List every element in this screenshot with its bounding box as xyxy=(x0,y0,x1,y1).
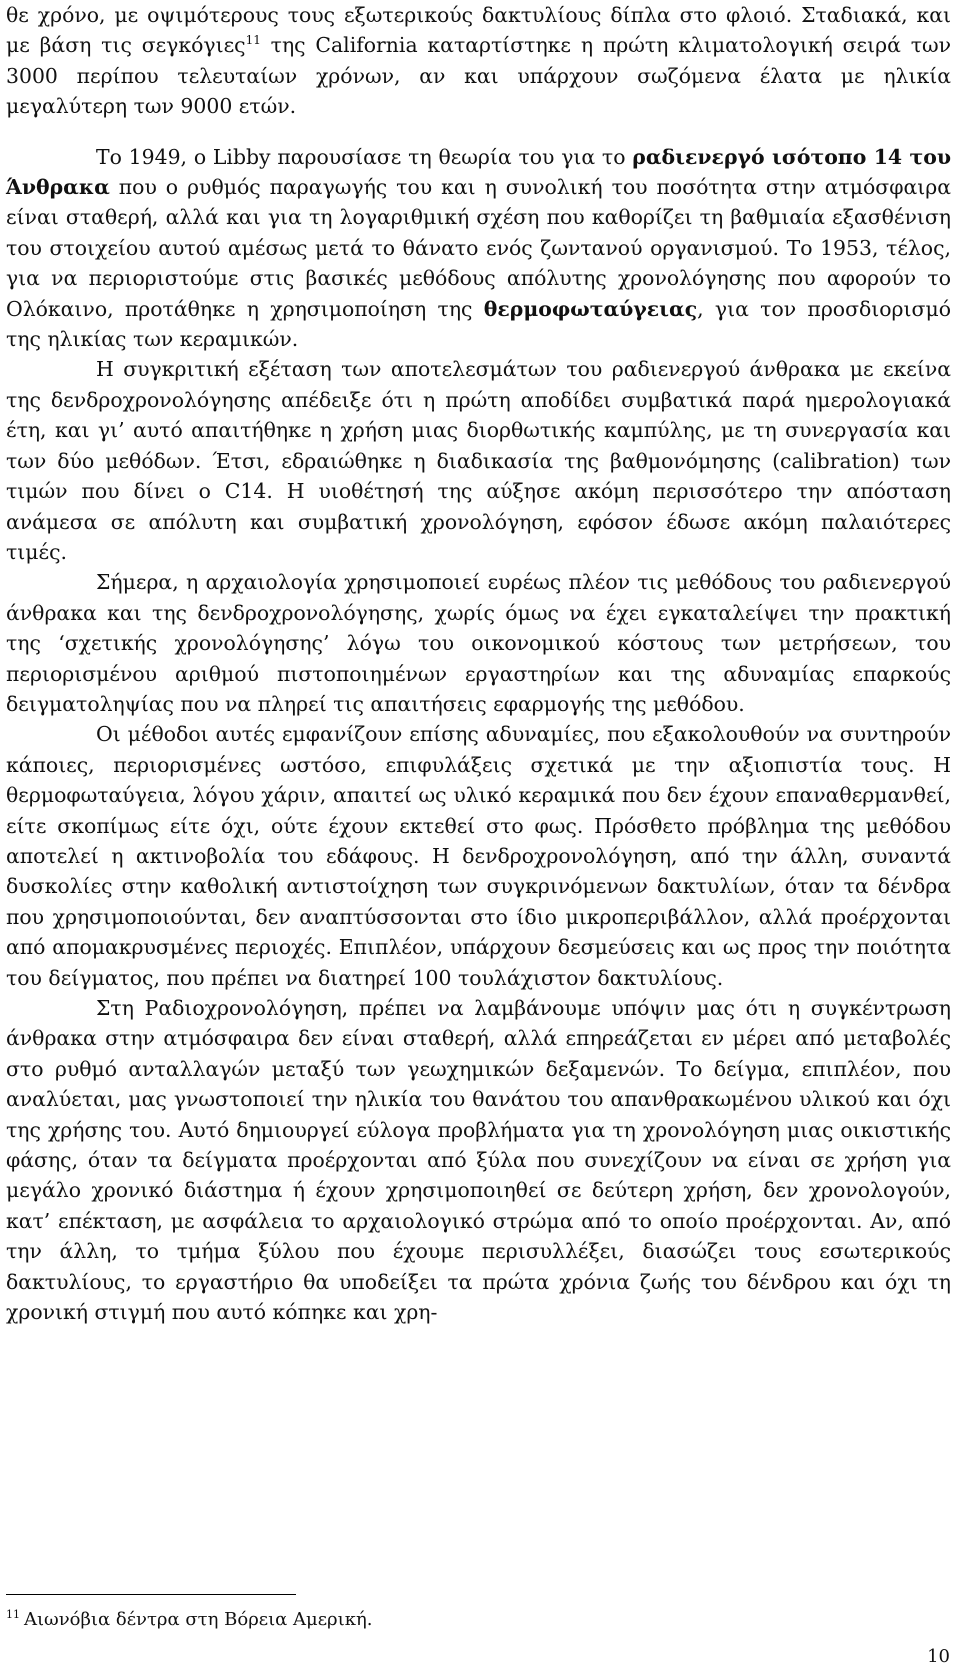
footnote-divider xyxy=(6,1594,296,1595)
footnote-mark: 11 xyxy=(6,1608,20,1621)
body-text xyxy=(6,0,951,1327)
paragraph-1-part-b: που ο ρυθμός παραγωγής του και η συνολική του ποσότητα στην ατμόσφαιρα είναι σταθερή, αλλά και για τη λογαριθμική σχέση που καθορίζει τη βαθμιαία εξασθένιση του στοιχείου αυτού αμέσως μετά το θάνατο ενός ζωντανού οργανισμού. Το 1953, τέλος, για να περιοριστούμε στις βασικές μεθόδους απόλυτης χρονολόγησης που αφορούν το Ολόκαινο, προτάθηκε η χρησιμοποίηση της xyxy=(6,175,951,321)
footnote-text: Αιωνόβια δέντρα στη Βόρεια Αμερική. xyxy=(24,1609,373,1630)
paragraph-2: Η συγκριτική εξέταση των αποτελεσμάτων του ραδιενεργού άνθρακα με εκείνα της δενδροχρονολόγησης απέδειξε ότι η πρώτη αποδίδει συμβατικά παρά ημερολογιακά έτη, και γι’ αυτό απαιτήθηκε η χρήση μιας διορθωτικής καμπύλης, με τη συνεργασία και των δύο μεθόδων. Έτσι, εδραιώθηκε η διαδικασία της βαθμονόμησης (calibration) των τιμών που δίνει ο C14. Η υιοθέτησή της αύξησε ακόμη περισσότερο την απόσταση ανάμεσα σε απόλυτη και συμβατική χρονολόγηση, εφόσον έδωσε ακόμη παλαιότερες τιμές. xyxy=(6,357,951,564)
paragraph-4: Οι μέθοδοι αυτές εμφανίζουν επίσης αδυναμίες, που εξακολουθούν να συντηρούν κάποιες, περιορισμένες ωστόσο, επιφυλάξεις σχετικά με την αξιοπιστία τους. Η θερμοφωταύγεια, λόγου χάριν, απαιτεί ως υλικό κεραμικά που δεν έχουν επαναθερμανθεί, είτε σκοπίμως είτε όχι, ούτε έχουν εκτεθεί στο φως. Πρόσθετο πρόβλημα της μεθόδου αποτελεί η ακτινοβολία του εδάφους. Η δενδροχρονολόγηση, από την άλλη, συναντά δυσκολίες στην καθολική αντιστοίχηση των συγκρινόμενων δακτυλίων, όταν τα δένδρα που χρησιμοποιούνται, δεν αναπτύσσονται στο ίδιο μικροπεριβάλλον, αλλά προέρχονται από απομακρυσμένες περιοχές. Επιπλέον, υπάρχουν δεσμεύσεις και ως προς την ποιότητα του δείγματος, που πρέπει να διατηρεί 100 τουλάχιστον δακτυλίους. xyxy=(6,722,951,990)
paragraph-0-part-b: της California καταρτίστηκε η πρώτη κλιματολογική σειρά των 3000 περίπου τελευταίων χρόνων, αν και υπάρχουν σωζόμενα έλατα με ηλικία μεγαλύτερη των 9000 ετών. xyxy=(6,33,951,119)
paragraph-3: Σήμερα, η αρχαιολογία χρησιμοποιεί ευρέως πλέον τις μεθόδους του ραδιενεργού άνθρακα και της δενδροχρονολόγησης, χωρίς όμως να έχει εγκαταλείψει την πρακτική της ‘σχετικής χρονολόγησης’ λόγω του οικονομικού κόστους των μετρήσεων, του περιορισμένου αριθμού πιστοποιημένων εργαστηρίων και της αδυναμίας επαρκούς δειγματοληψίας που να πληρεί τις απαιτήσεις εφαρμογής της μεθόδου. xyxy=(6,570,951,716)
paragraph-0 xyxy=(6,0,951,122)
page-number: 10 xyxy=(927,1646,950,1667)
paragraph-5: Στη Ραδιοχρονολόγηση, πρέπει να λαμβάνουμε υπόψιν μας ότι η συγκέντρωση άνθρακα στην ατμόσφαιρα δεν είναι σταθερή, αλλά επηρεάζεται εν μέρει από μεταβολές στο ρυθμό ανταλλαγών μεταξύ των γεωχημικών δεξαμενών. Το δείγμα, επιπλέον, που αναλύεται, μας γνωστοποιεί την ηλικία του θανάτου του απανθρακωμένου υλικού και όχι της χρήσης του. Αυτό δημιουργεί εύλογα προβλήματα για τη χρονολόγηση μιας οικιστικής φάσης, όταν τα δείγματα προέρχονται από ξύλα που συνεχίζουν να είναι σε χρήση για μεγάλο χρονικό διάστημα ή έχουν χρησιμοποιηθεί σε δεύτερη χρήση, δεν χρονολογούν, κατ’ επέκταση, με ασφάλεια το αρχαιολογικό στρώμα από το οποίο προέρχονται. Αν, από την άλλη, το τμήμα ξύλου που έχουμε περισυλλέξει, διασώζει τους εσωτερικούς δακτυλίους, το εργαστήριο θα υποδείξει τα πρώτα χρόνια ζωής του δένδρου και όχι τη χρονική στιγμή που αυτό κόπηκε και χρη- xyxy=(6,996,951,1325)
footnote-reference: 11 xyxy=(245,33,261,48)
bold-term-carbon14: ραδιενεργό ισότοπο 14 του Άνθρακα xyxy=(6,144,951,200)
paragraph-1 xyxy=(6,142,951,355)
bold-term-thermoluminescence: θερμοφωταύγειας xyxy=(483,296,698,321)
paragraph-1-part-a: Το 1949, ο Libby παρουσίασε τη θεωρία του για το xyxy=(96,144,633,169)
footnote xyxy=(6,1608,372,1632)
paragraph-1-part-c: , για τον προσδιορισμό της ηλικίας των κεραμικών. xyxy=(6,296,951,352)
paragraph-0-part-a: θε χρόνο, με οψιμότερους τους εξωτερικούς δακτυλίους δίπλα στο φλοιό. Σταδιακά, και με βάση τις σεγκόγιες xyxy=(6,3,951,58)
